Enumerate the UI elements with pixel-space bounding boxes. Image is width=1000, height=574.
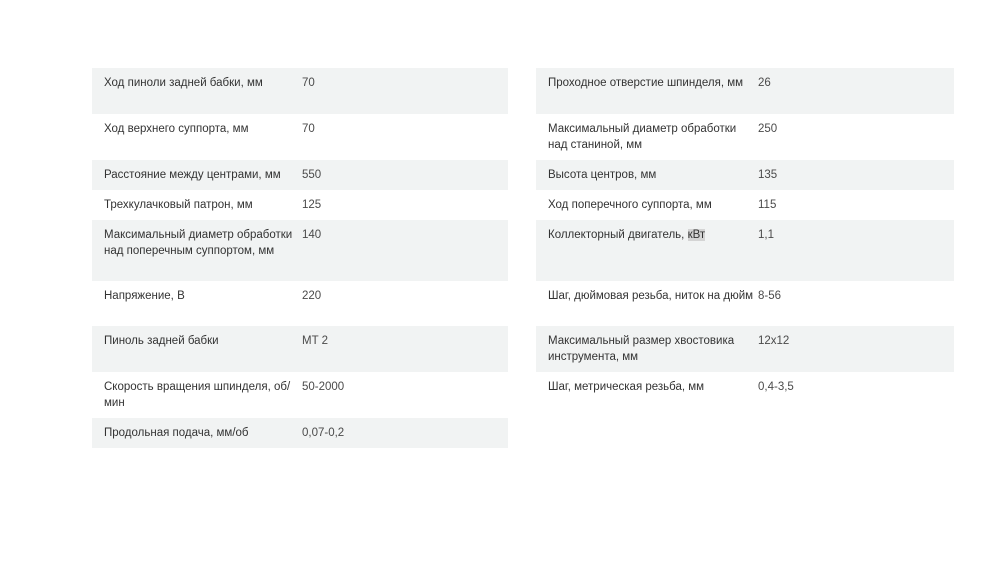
table-row: [92, 418, 508, 448]
spec-value: 0,4-3,5: [758, 381, 794, 393]
table-row: [536, 114, 954, 160]
table-row: [536, 160, 954, 190]
table-row: [92, 68, 508, 114]
spec-value: 250: [758, 123, 778, 135]
spec-label: Ход пиноли задней бабки, мм: [104, 77, 263, 89]
specs-table-left: [92, 68, 508, 448]
spec-value: 135: [758, 169, 778, 181]
specs-table-right: [536, 68, 954, 418]
spec-label: Максимальный размер хвостовика инструмента, мм: [548, 335, 735, 363]
table-row: [92, 326, 508, 372]
table-row: [92, 372, 508, 418]
spec-label: Продольная подача, мм/об: [104, 427, 249, 439]
spec-value: 0,07-0,2: [302, 427, 345, 439]
spec-label: Пиноль задней бабки: [104, 335, 219, 347]
spec-value: 26: [758, 77, 771, 89]
spec-label: Максимальный диаметр обработки над станиной, мм: [548, 123, 737, 151]
spec-value: 12x12: [758, 335, 790, 347]
spec-value: 50-2000: [302, 381, 345, 393]
table-row: [536, 326, 954, 372]
spec-value: 220: [302, 290, 322, 302]
spec-label: Высота центров, мм: [548, 169, 657, 181]
table-row: [92, 160, 508, 190]
spec-label: Напряжение, В: [104, 290, 185, 302]
spec-value: 140: [302, 229, 322, 241]
table-row: [536, 220, 954, 281]
spec-value: 550: [302, 169, 322, 181]
spec-label: Шаг, дюймовая резьба, ниток на дюйм: [548, 290, 754, 302]
spec-label: Проходное отверстие шпинделя, мм: [548, 77, 744, 89]
spec-label: Трехкулачковый патрон, мм: [104, 199, 253, 211]
table-row: [536, 68, 954, 114]
spec-label: Ход поперечного суппорта, мм: [548, 199, 712, 211]
spec-value: 70: [302, 123, 315, 135]
table-row: [536, 190, 954, 220]
table-row: [536, 372, 954, 418]
spec-label-text: Коллекторный двигатель,: [548, 229, 688, 241]
highlighted-unit: кВт: [687, 229, 706, 241]
table-row: [92, 281, 508, 326]
spec-label: [536, 228, 758, 244]
spec-value: 70: [302, 77, 315, 89]
spec-label: Шаг, метрическая резьба, мм: [548, 381, 705, 393]
table-row: [92, 190, 508, 220]
spec-label: Ход верхнего суппорта, мм: [104, 123, 249, 135]
spec-value: 115: [758, 199, 777, 211]
table-row: [92, 114, 508, 160]
spec-label: Скорость вращения шпинделя, об/мин: [104, 381, 291, 409]
spec-value: 8-56: [758, 290, 782, 302]
spec-value: MT 2: [302, 335, 328, 347]
table-row: [92, 220, 508, 281]
spec-value: 125: [302, 199, 322, 211]
spec-label: Расстояние между центрами, мм: [104, 169, 281, 181]
spec-value: 1,1: [758, 229, 774, 241]
spec-label: Максимальный диаметр обработки над поперечным суппортом, мм: [104, 229, 293, 257]
table-row: [536, 281, 954, 326]
